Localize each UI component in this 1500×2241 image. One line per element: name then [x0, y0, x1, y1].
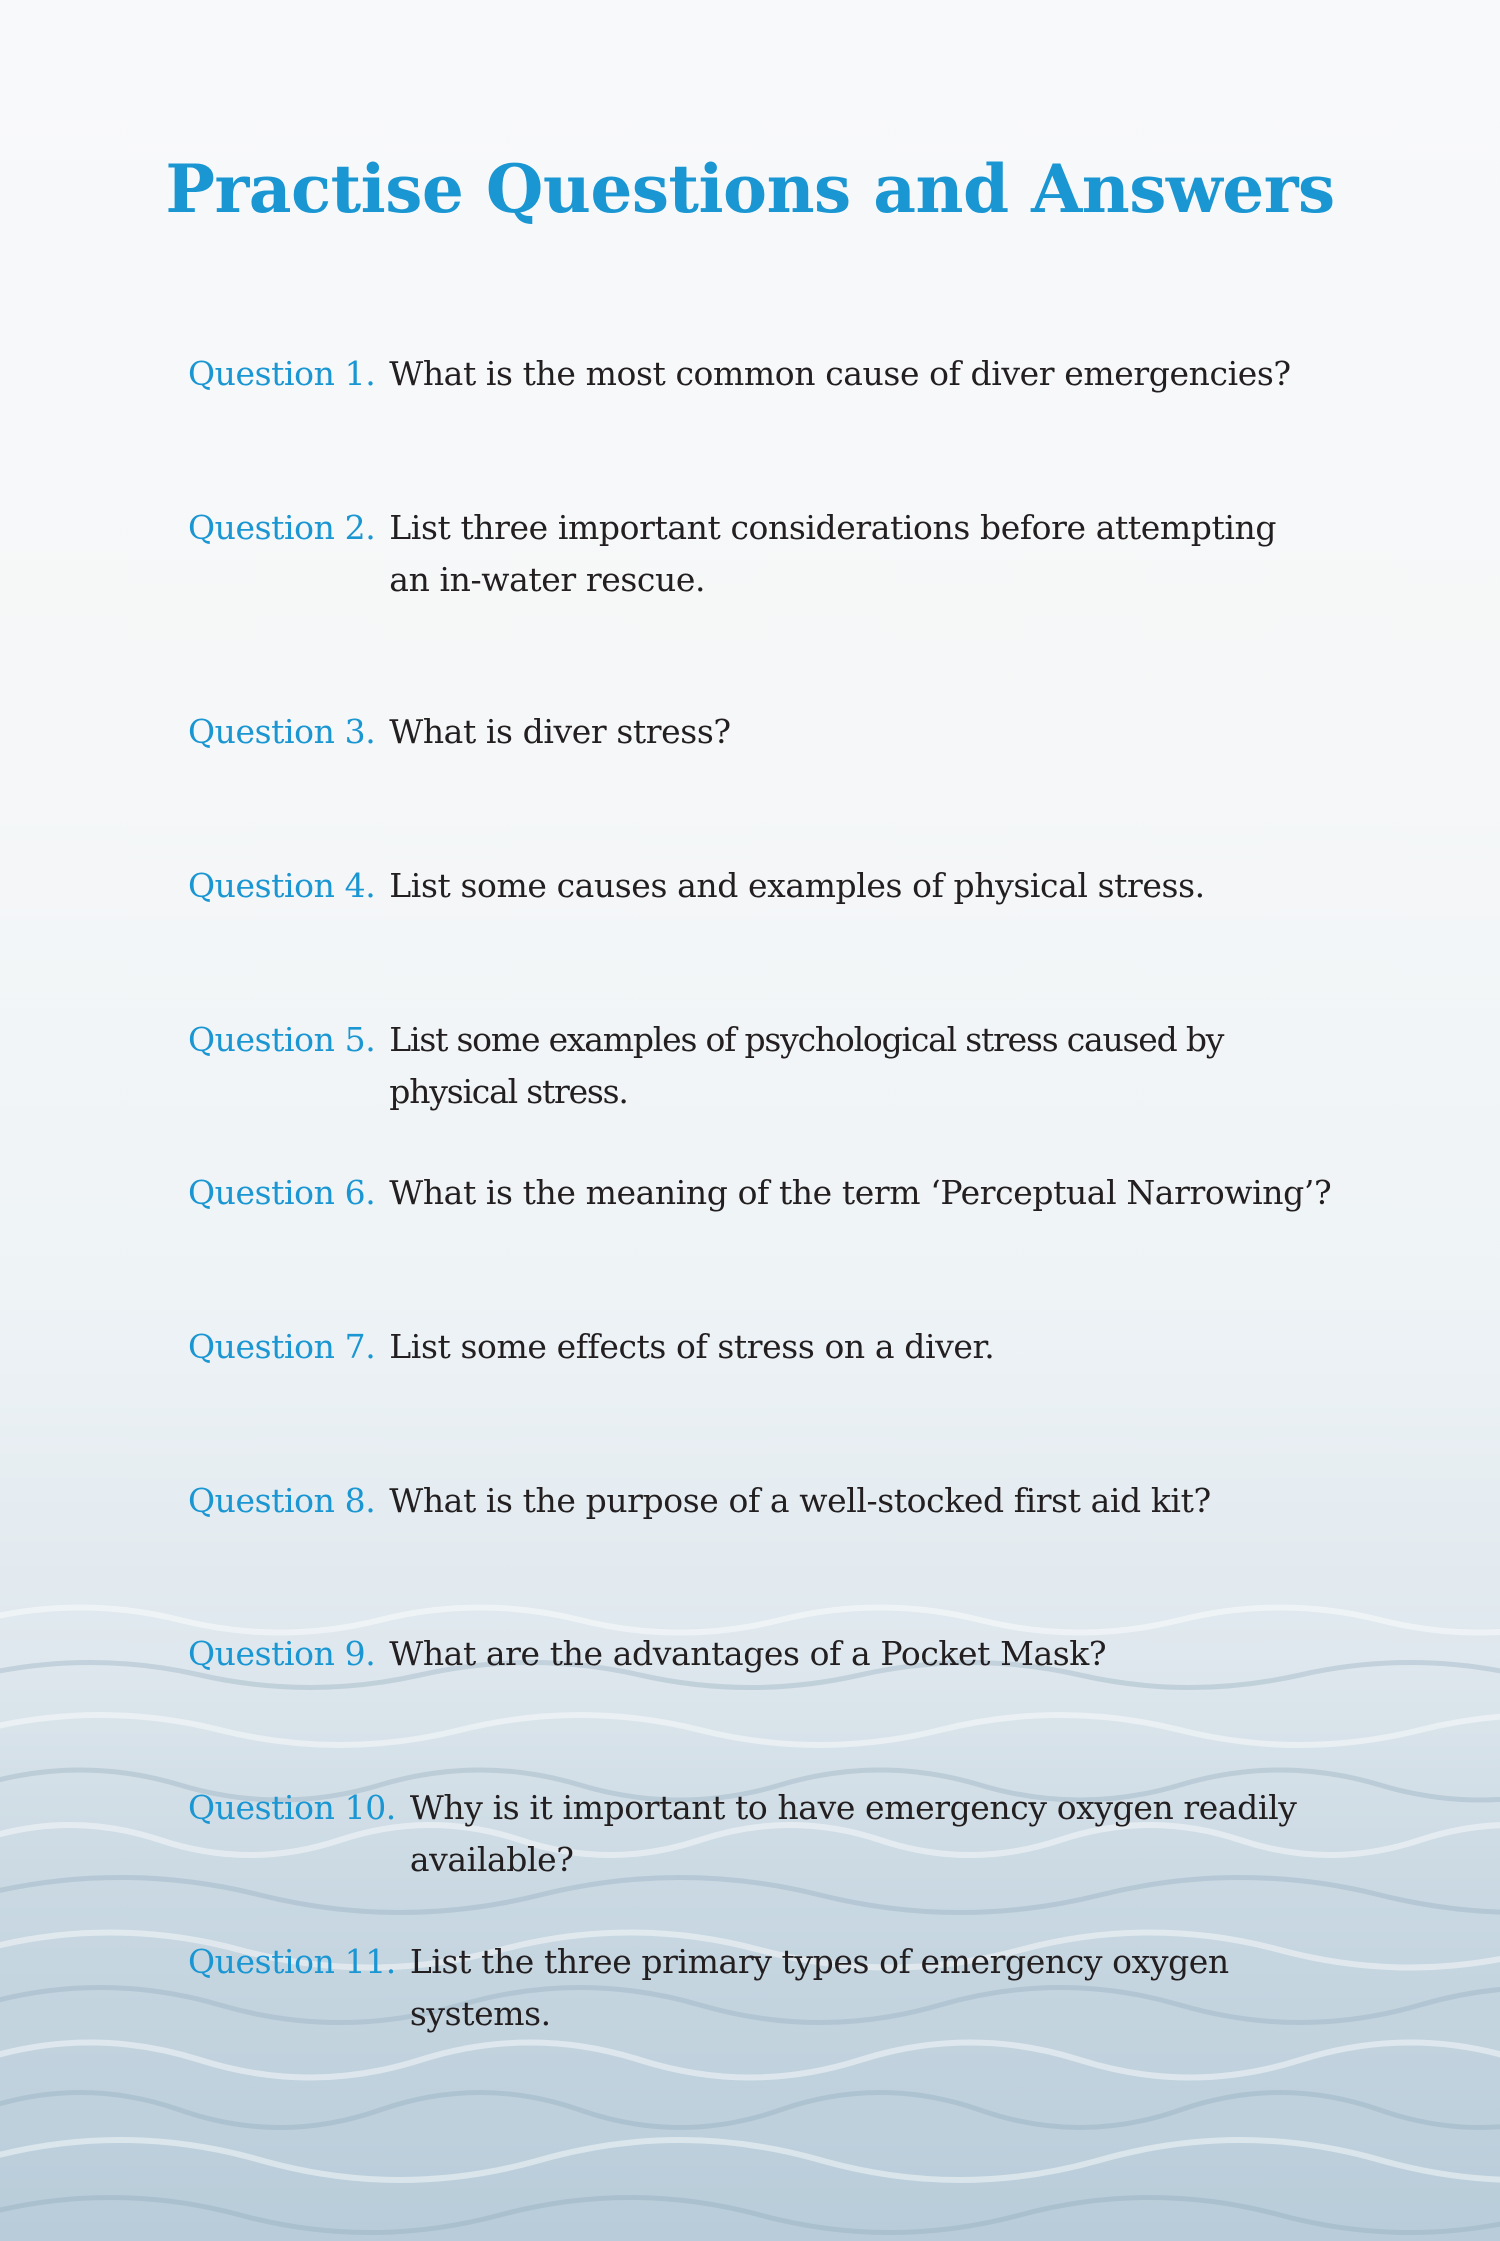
- question-text: List three important considerations before attempting an in-water rescue.: [389, 508, 1277, 599]
- question-text: List some examples of psychological stress caused by physical stress.: [389, 1020, 1224, 1111]
- question-item: [188, 1628, 1338, 1680]
- question-text: What is the meaning of the term ‘Perceptual Narrowing’?: [389, 1173, 1332, 1212]
- question-item: [188, 860, 1338, 912]
- question-text: List the three primary types of emergency oxygen systems.: [409, 1942, 1229, 2033]
- question-label: Question 1.: [188, 354, 376, 393]
- page-title: Practise Questions and Answers: [165, 150, 1335, 228]
- question-label: Question 11.: [188, 1942, 396, 1981]
- question-item: [188, 706, 1338, 758]
- question-label: Question 4.: [188, 866, 376, 905]
- question-label: Question 10.: [188, 1788, 396, 1827]
- question-item: [188, 1014, 1338, 1118]
- question-text: Why is it important to have emergency oxygen readily available?: [409, 1788, 1297, 1879]
- question-text: What are the advantages of a Pocket Mask?: [389, 1634, 1107, 1673]
- question-text: List some effects of stress on a diver.: [389, 1327, 995, 1366]
- question-item: [188, 502, 1298, 606]
- question-label: Question 2.: [188, 508, 376, 547]
- question-text: What is diver stress?: [389, 712, 731, 751]
- question-text: What is the purpose of a well-stocked first aid kit?: [389, 1481, 1211, 1520]
- question-item: [188, 348, 1338, 400]
- question-item: [188, 1167, 1338, 1219]
- question-label: Question 3.: [188, 712, 376, 751]
- question-text: List some causes and examples of physical stress.: [389, 866, 1205, 905]
- question-label: Question 5.: [188, 1020, 376, 1059]
- question-item: [188, 1321, 1338, 1373]
- question-label: Question 8.: [188, 1481, 376, 1520]
- question-label: Question 7.: [188, 1327, 376, 1366]
- question-label: Question 6.: [188, 1173, 376, 1212]
- question-text: What is the most common cause of diver emergencies?: [389, 354, 1291, 393]
- question-item: [188, 1782, 1338, 1886]
- question-item: [188, 1936, 1338, 2040]
- question-label: Question 9.: [188, 1634, 376, 1673]
- question-item: [188, 1475, 1338, 1527]
